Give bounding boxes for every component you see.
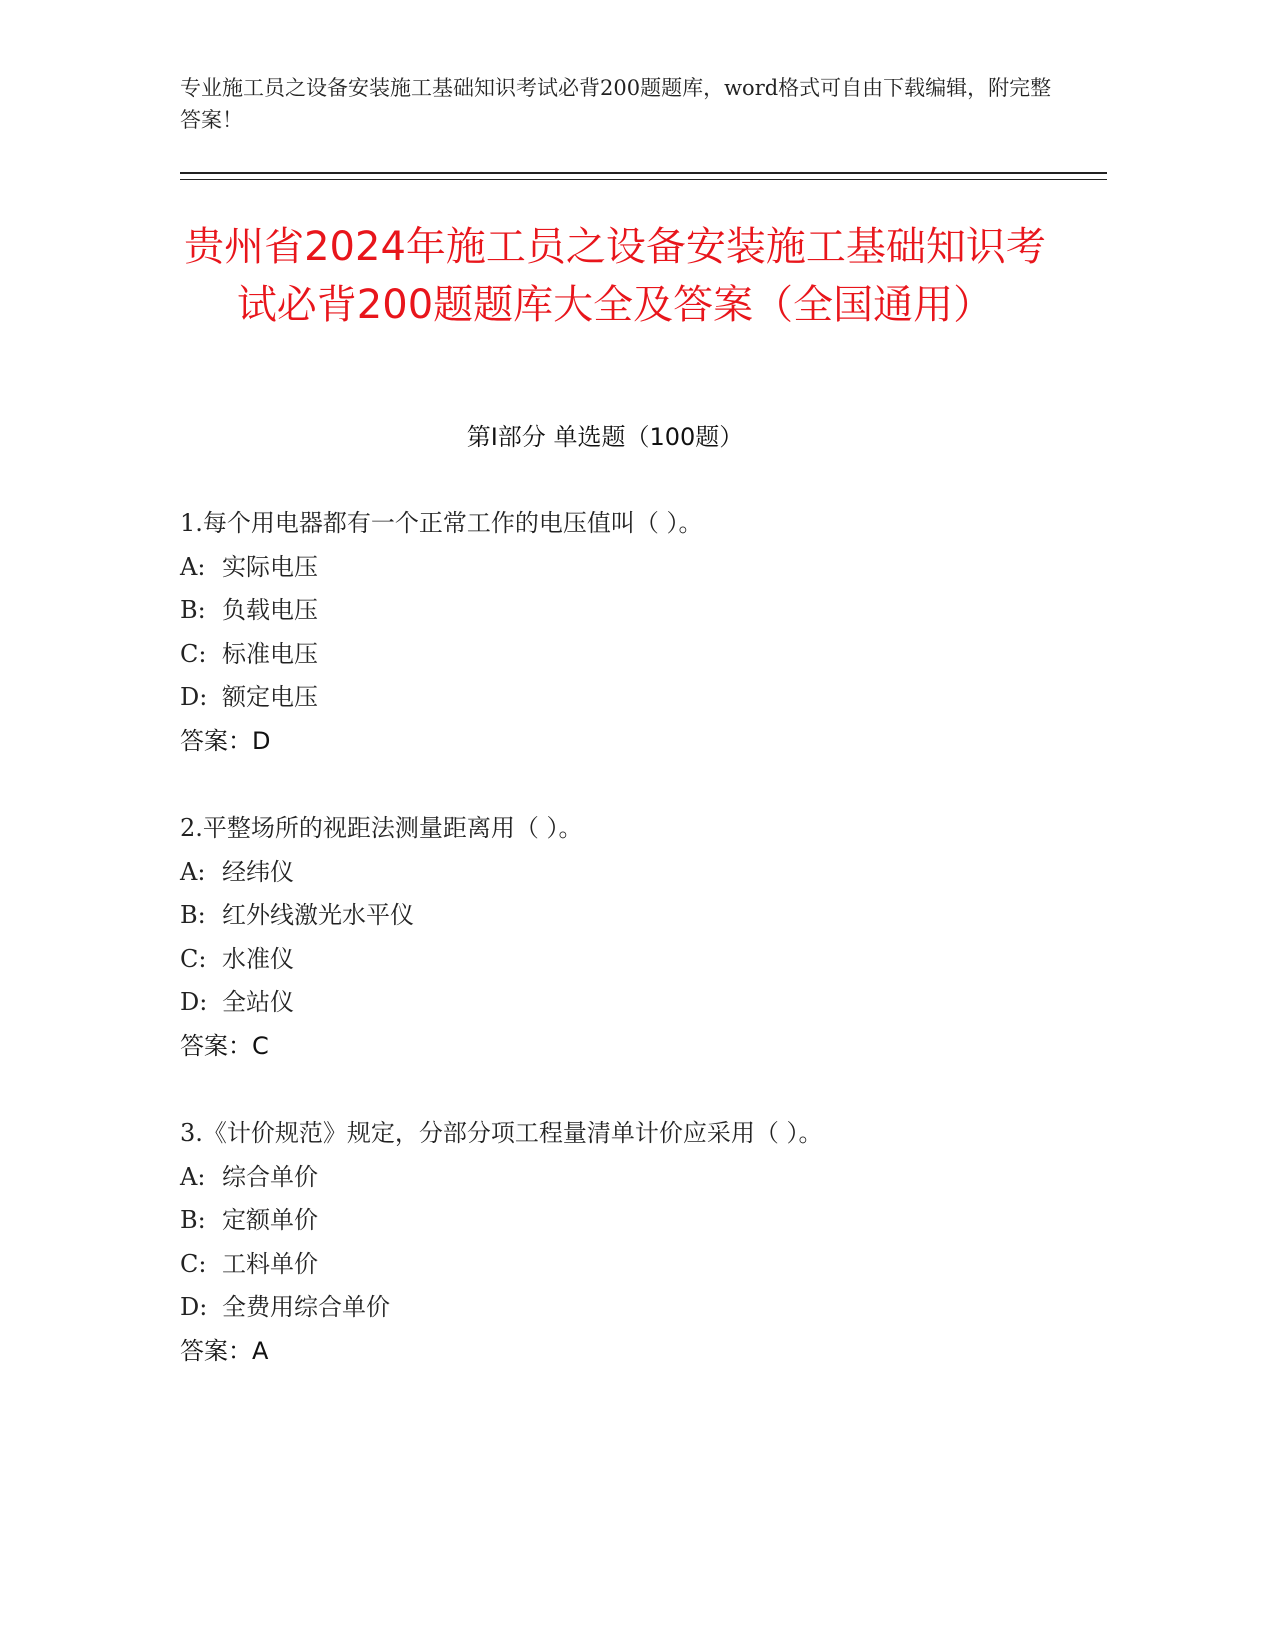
question-2 (180, 807, 1080, 1068)
answer-prefix: 答案： (180, 1336, 252, 1365)
option-label: A: (180, 857, 206, 886)
option-text: 全费用综合单价 (222, 1293, 390, 1321)
header-note: 专业施工员之设备安装施工基础知识考试必背200题题库，word格式可自由下载编辑，附完整答案！ (180, 76, 1052, 132)
question-3 (180, 1112, 1080, 1373)
answer-line (180, 1330, 1080, 1374)
option-text: 定额单价 (222, 1206, 318, 1234)
header-rule-thick (180, 172, 1107, 174)
section-title: 第I部分 单选题（100题） (466, 423, 744, 451)
answer-prefix: 答案： (180, 726, 252, 755)
answer-value: C (252, 1031, 269, 1060)
option-d (180, 1286, 1080, 1330)
option-text: 标准电压 (222, 639, 318, 668)
document-title: 贵州省2024年施工员之设备安装施工基础知识考试必背200题题库大全及答案（全国通用） (184, 224, 1046, 328)
question-text: 1.每个用电器都有一个正常工作的电压值叫（ ）。 (180, 509, 703, 537)
option-d (180, 676, 1080, 720)
option-label: C: (180, 639, 207, 668)
answer-line (180, 720, 1080, 764)
option-text: 综合单价 (222, 1162, 318, 1191)
option-label: C: (180, 1249, 207, 1278)
option-text: 工料单价 (222, 1249, 318, 1278)
question-text: 2.平整场所的视距法测量距离用（ ）。 (180, 814, 583, 842)
option-a (180, 851, 1080, 895)
option-label: C: (180, 944, 207, 973)
option-text: 负载电压 (222, 596, 318, 624)
option-label: D: (180, 683, 208, 711)
header-rule-thin (180, 179, 1107, 180)
option-label: B: (180, 1206, 206, 1234)
option-c (180, 1243, 1080, 1287)
option-b (180, 589, 1080, 633)
option-text: 实际电压 (222, 552, 318, 581)
option-text: 水准仪 (222, 944, 294, 973)
answer-line (180, 1025, 1080, 1069)
option-label: D: (180, 988, 208, 1016)
question-text: 3.《计价规范》规定，分部分项工程量清单计价应采用（ ）。 (180, 1119, 823, 1147)
option-label: B: (180, 596, 206, 624)
option-text: 额定电压 (222, 683, 318, 711)
option-text: 经纬仪 (222, 857, 294, 886)
option-b (180, 1199, 1080, 1243)
question-1 (180, 502, 1080, 763)
option-d (180, 981, 1080, 1025)
option-text: 红外线激光水平仪 (222, 901, 414, 929)
option-label: A: (180, 552, 206, 581)
option-b (180, 894, 1080, 938)
option-c (180, 938, 1080, 982)
option-label: A: (180, 1162, 206, 1191)
option-a (180, 546, 1080, 590)
answer-value: D (252, 726, 271, 755)
answer-value: A (252, 1336, 269, 1365)
answer-prefix: 答案： (180, 1031, 252, 1060)
option-label: B: (180, 901, 206, 929)
option-a (180, 1156, 1080, 1200)
option-label: D: (180, 1293, 208, 1321)
option-text: 全站仪 (222, 988, 294, 1016)
option-c (180, 633, 1080, 677)
